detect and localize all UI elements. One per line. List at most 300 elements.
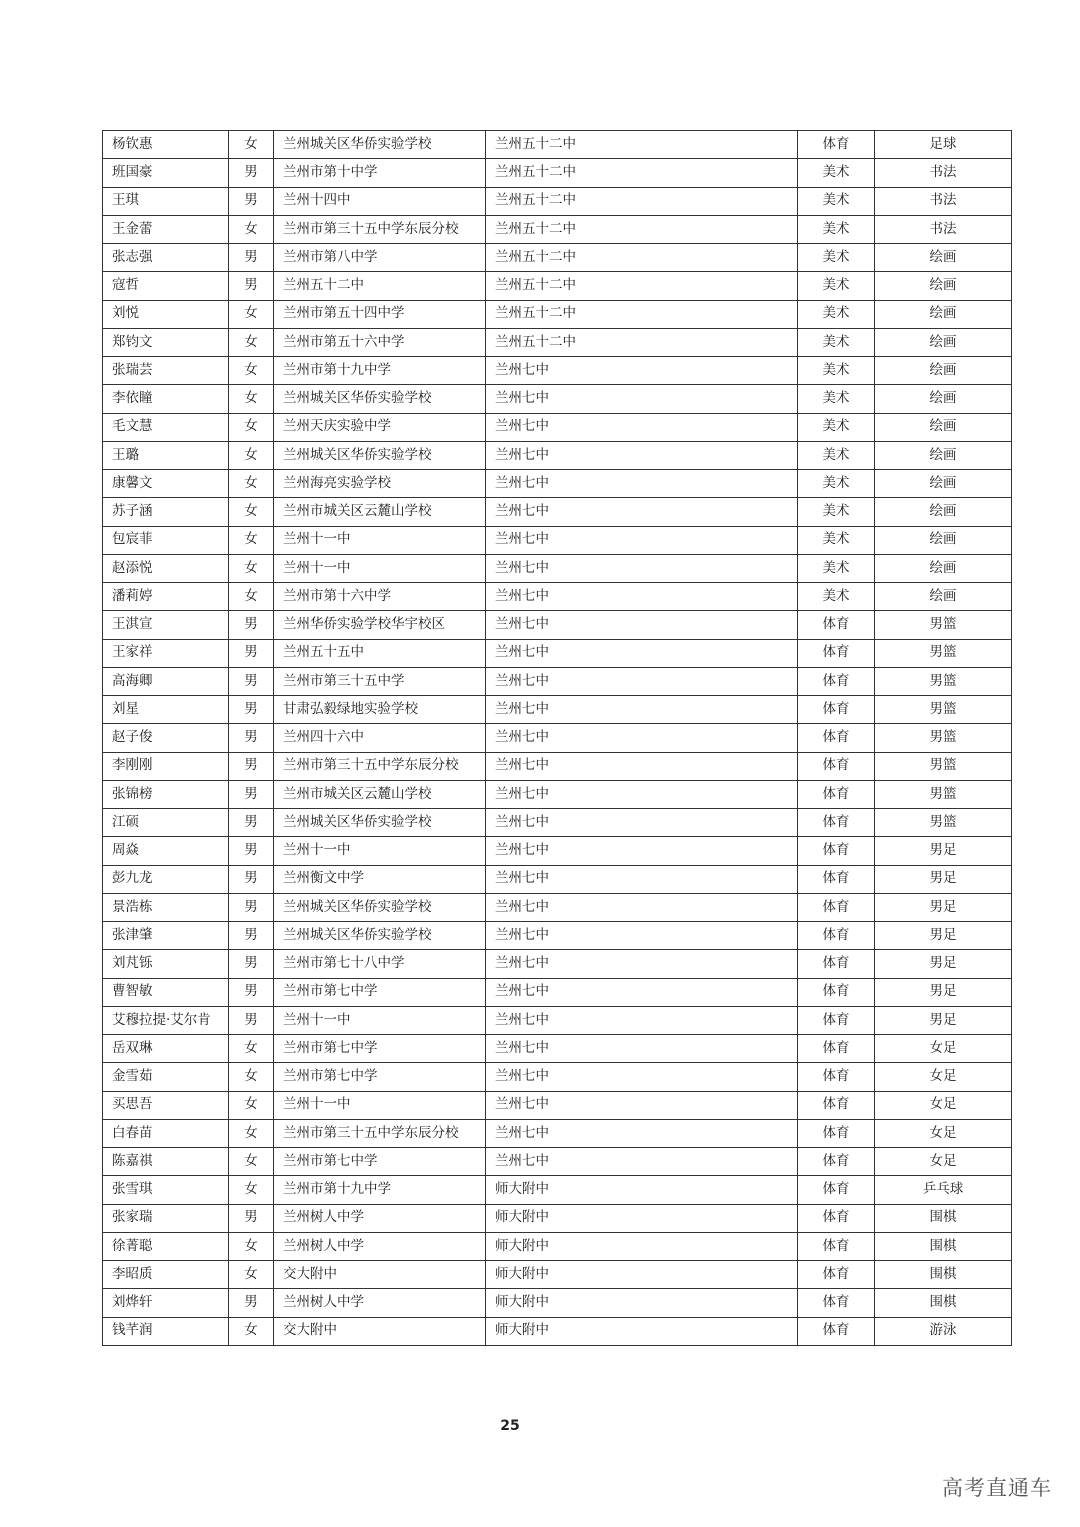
origin-school-cell: 兰州五十二中 <box>274 272 486 300</box>
admitted-school-cell: 兰州七中 <box>486 357 798 385</box>
origin-school-cell: 兰州城关区华侨实验学校 <box>274 131 486 159</box>
gender-cell: 男 <box>229 837 274 865</box>
event-cell: 绘画 <box>875 554 1012 582</box>
event-cell: 绘画 <box>875 583 1012 611</box>
student-name-cell: 张锦榜 <box>103 780 229 808</box>
student-name-cell: 潘莉婷 <box>103 583 229 611</box>
student-name-cell: 刘烨轩 <box>103 1289 229 1317</box>
gender-cell: 女 <box>229 583 274 611</box>
admitted-school-cell: 兰州七中 <box>486 922 798 950</box>
gender-cell: 男 <box>229 978 274 1006</box>
category-cell: 体育 <box>798 1091 875 1119</box>
student-roster-table <box>102 130 1012 1346</box>
category-cell: 美术 <box>798 583 875 611</box>
admitted-school-cell: 师大附中 <box>486 1204 798 1232</box>
roster-body <box>103 131 1012 1346</box>
origin-school-cell: 兰州市第五十六中学 <box>274 328 486 356</box>
category-cell: 美术 <box>798 187 875 215</box>
event-cell: 女足 <box>875 1063 1012 1091</box>
event-cell: 女足 <box>875 1148 1012 1176</box>
gender-cell: 男 <box>229 922 274 950</box>
student-name-cell: 钱芊润 <box>103 1317 229 1345</box>
event-cell: 绘画 <box>875 328 1012 356</box>
gender-cell: 男 <box>229 724 274 752</box>
table-row <box>103 470 1012 498</box>
table-row <box>103 978 1012 1006</box>
gender-cell: 女 <box>229 1063 274 1091</box>
event-cell: 足球 <box>875 131 1012 159</box>
admitted-school-cell: 兰州七中 <box>486 978 798 1006</box>
admitted-school-cell: 兰州七中 <box>486 780 798 808</box>
category-cell: 美术 <box>798 244 875 272</box>
admitted-school-cell: 师大附中 <box>486 1232 798 1260</box>
event-cell: 女足 <box>875 1119 1012 1147</box>
gender-cell: 男 <box>229 187 274 215</box>
event-cell: 男篮 <box>875 611 1012 639</box>
category-cell: 体育 <box>798 1006 875 1034</box>
category-cell: 体育 <box>798 1232 875 1260</box>
origin-school-cell: 兰州市第三十五中学东辰分校 <box>274 1119 486 1147</box>
gender-cell: 女 <box>229 470 274 498</box>
admitted-school-cell: 兰州五十二中 <box>486 131 798 159</box>
table-row <box>103 357 1012 385</box>
origin-school-cell: 兰州城关区华侨实验学校 <box>274 922 486 950</box>
student-name-cell: 张瑞芸 <box>103 357 229 385</box>
event-cell: 书法 <box>875 187 1012 215</box>
student-name-cell: 刘悦 <box>103 300 229 328</box>
event-cell: 女足 <box>875 1035 1012 1063</box>
table-row <box>103 696 1012 724</box>
category-cell: 美术 <box>798 441 875 469</box>
category-cell: 体育 <box>798 1289 875 1317</box>
student-name-cell: 毛文慧 <box>103 413 229 441</box>
student-name-cell: 张津肇 <box>103 922 229 950</box>
gender-cell: 男 <box>229 809 274 837</box>
student-name-cell: 艾穆拉提·艾尔肯 <box>103 1006 229 1034</box>
event-cell: 游泳 <box>875 1317 1012 1345</box>
gender-cell: 女 <box>229 131 274 159</box>
admitted-school-cell: 兰州七中 <box>486 893 798 921</box>
category-cell: 体育 <box>798 978 875 1006</box>
student-name-cell: 王淇宣 <box>103 611 229 639</box>
category-cell: 体育 <box>798 1119 875 1147</box>
origin-school-cell: 兰州天庆实验中学 <box>274 413 486 441</box>
event-cell: 男足 <box>875 865 1012 893</box>
student-name-cell: 江硕 <box>103 809 229 837</box>
event-cell: 男篮 <box>875 639 1012 667</box>
admitted-school-cell: 兰州七中 <box>486 950 798 978</box>
table-row <box>103 922 1012 950</box>
admitted-school-cell: 兰州五十二中 <box>486 328 798 356</box>
admitted-school-cell: 兰州五十二中 <box>486 159 798 187</box>
student-name-cell: 王琪 <box>103 187 229 215</box>
event-cell: 男篮 <box>875 780 1012 808</box>
admitted-school-cell: 兰州七中 <box>486 1148 798 1176</box>
table-row <box>103 837 1012 865</box>
table-row <box>103 724 1012 752</box>
table-row <box>103 187 1012 215</box>
gender-cell: 男 <box>229 639 274 667</box>
student-name-cell: 张家瑞 <box>103 1204 229 1232</box>
origin-school-cell: 兰州市第三十五中学 <box>274 667 486 695</box>
gender-cell: 女 <box>229 1232 274 1260</box>
category-cell: 美术 <box>798 498 875 526</box>
table-row <box>103 272 1012 300</box>
gender-cell: 女 <box>229 413 274 441</box>
student-name-cell: 彭九龙 <box>103 865 229 893</box>
admitted-school-cell: 兰州七中 <box>486 583 798 611</box>
admitted-school-cell: 兰州七中 <box>486 752 798 780</box>
origin-school-cell: 兰州市第七中学 <box>274 1148 486 1176</box>
category-cell: 美术 <box>798 357 875 385</box>
table-row <box>103 583 1012 611</box>
admitted-school-cell: 师大附中 <box>486 1261 798 1289</box>
student-name-cell: 郑钧文 <box>103 328 229 356</box>
table-row <box>103 328 1012 356</box>
table-row <box>103 1063 1012 1091</box>
event-cell: 书法 <box>875 215 1012 243</box>
admitted-school-cell: 兰州七中 <box>486 809 798 837</box>
admitted-school-cell: 师大附中 <box>486 1317 798 1345</box>
category-cell: 体育 <box>798 922 875 950</box>
table-row <box>103 865 1012 893</box>
table-row <box>103 1176 1012 1204</box>
event-cell: 绘画 <box>875 272 1012 300</box>
event-cell: 男足 <box>875 837 1012 865</box>
table-row <box>103 1289 1012 1317</box>
origin-school-cell: 兰州市第七十八中学 <box>274 950 486 978</box>
table-row <box>103 893 1012 921</box>
student-name-cell: 徐菁聪 <box>103 1232 229 1260</box>
table-row <box>103 611 1012 639</box>
event-cell: 绘画 <box>875 498 1012 526</box>
origin-school-cell: 兰州市第七中学 <box>274 1063 486 1091</box>
admitted-school-cell: 兰州五十二中 <box>486 272 798 300</box>
table-row <box>103 1204 1012 1232</box>
table-row <box>103 639 1012 667</box>
gender-cell: 男 <box>229 667 274 695</box>
origin-school-cell: 兰州城关区华侨实验学校 <box>274 441 486 469</box>
category-cell: 体育 <box>798 1063 875 1091</box>
gender-cell: 女 <box>229 441 274 469</box>
origin-school-cell: 兰州市第三十五中学东辰分校 <box>274 215 486 243</box>
gender-cell: 男 <box>229 865 274 893</box>
origin-school-cell: 兰州市第十九中学 <box>274 357 486 385</box>
event-cell: 乒乓球 <box>875 1176 1012 1204</box>
event-cell: 男足 <box>875 893 1012 921</box>
category-cell: 美术 <box>798 159 875 187</box>
admitted-school-cell: 兰州五十二中 <box>486 187 798 215</box>
category-cell: 体育 <box>798 696 875 724</box>
gender-cell: 女 <box>229 1176 274 1204</box>
gender-cell: 男 <box>229 159 274 187</box>
gender-cell: 女 <box>229 526 274 554</box>
student-name-cell: 李刚刚 <box>103 752 229 780</box>
category-cell: 美术 <box>798 385 875 413</box>
origin-school-cell: 兰州城关区华侨实验学校 <box>274 809 486 837</box>
gender-cell: 女 <box>229 357 274 385</box>
gender-cell: 女 <box>229 385 274 413</box>
student-name-cell: 王金蕾 <box>103 215 229 243</box>
student-name-cell: 张志强 <box>103 244 229 272</box>
event-cell: 男篮 <box>875 696 1012 724</box>
admitted-school-cell: 兰州七中 <box>486 441 798 469</box>
event-cell: 男篮 <box>875 724 1012 752</box>
gender-cell: 男 <box>229 696 274 724</box>
event-cell: 女足 <box>875 1091 1012 1119</box>
admitted-school-cell: 兰州七中 <box>486 498 798 526</box>
gender-cell: 男 <box>229 244 274 272</box>
admitted-school-cell: 兰州七中 <box>486 639 798 667</box>
table-row <box>103 752 1012 780</box>
event-cell: 围棋 <box>875 1232 1012 1260</box>
category-cell: 美术 <box>798 470 875 498</box>
category-cell: 体育 <box>798 752 875 780</box>
student-name-cell: 买思吾 <box>103 1091 229 1119</box>
origin-school-cell: 兰州树人中学 <box>274 1232 486 1260</box>
gender-cell: 女 <box>229 1035 274 1063</box>
origin-school-cell: 甘肃弘毅绿地实验学校 <box>274 696 486 724</box>
category-cell: 体育 <box>798 950 875 978</box>
category-cell: 体育 <box>798 1148 875 1176</box>
gender-cell: 男 <box>229 1204 274 1232</box>
category-cell: 体育 <box>798 1317 875 1345</box>
admitted-school-cell: 兰州七中 <box>486 837 798 865</box>
origin-school-cell: 兰州市第十九中学 <box>274 1176 486 1204</box>
event-cell: 绘画 <box>875 385 1012 413</box>
origin-school-cell: 兰州五十五中 <box>274 639 486 667</box>
origin-school-cell: 兰州十一中 <box>274 1091 486 1119</box>
table-row <box>103 300 1012 328</box>
event-cell: 绘画 <box>875 526 1012 554</box>
category-cell: 体育 <box>798 611 875 639</box>
origin-school-cell: 兰州衡文中学 <box>274 865 486 893</box>
origin-school-cell: 兰州市城关区云麓山学校 <box>274 498 486 526</box>
gender-cell: 女 <box>229 1148 274 1176</box>
table-row <box>103 1148 1012 1176</box>
student-name-cell: 刘星 <box>103 696 229 724</box>
gender-cell: 男 <box>229 780 274 808</box>
origin-school-cell: 兰州市第七中学 <box>274 1035 486 1063</box>
event-cell: 围棋 <box>875 1261 1012 1289</box>
event-cell: 绘画 <box>875 300 1012 328</box>
event-cell: 男足 <box>875 922 1012 950</box>
admitted-school-cell: 兰州五十二中 <box>486 244 798 272</box>
admitted-school-cell: 师大附中 <box>486 1176 798 1204</box>
student-name-cell: 赵添悦 <box>103 554 229 582</box>
gender-cell: 男 <box>229 1289 274 1317</box>
origin-school-cell: 兰州十一中 <box>274 554 486 582</box>
student-name-cell: 寇哲 <box>103 272 229 300</box>
student-name-cell: 曹智敏 <box>103 978 229 1006</box>
origin-school-cell: 兰州市第十中学 <box>274 159 486 187</box>
watermark-text: 高考直通车 <box>942 1476 1052 1500</box>
gender-cell: 女 <box>229 1261 274 1289</box>
event-cell: 书法 <box>875 159 1012 187</box>
origin-school-cell: 兰州十一中 <box>274 1006 486 1034</box>
admitted-school-cell: 兰州七中 <box>486 470 798 498</box>
category-cell: 体育 <box>798 724 875 752</box>
origin-school-cell: 兰州华侨实验学校华宇校区 <box>274 611 486 639</box>
event-cell: 绘画 <box>875 357 1012 385</box>
event-cell: 围棋 <box>875 1289 1012 1317</box>
category-cell: 体育 <box>798 639 875 667</box>
event-cell: 绘画 <box>875 470 1012 498</box>
gender-cell: 男 <box>229 1006 274 1034</box>
admitted-school-cell: 师大附中 <box>486 1289 798 1317</box>
event-cell: 男篮 <box>875 809 1012 837</box>
event-cell: 男足 <box>875 950 1012 978</box>
category-cell: 美术 <box>798 413 875 441</box>
origin-school-cell: 兰州十一中 <box>274 526 486 554</box>
table-row <box>103 1261 1012 1289</box>
admitted-school-cell: 兰州七中 <box>486 865 798 893</box>
student-name-cell: 王家祥 <box>103 639 229 667</box>
admitted-school-cell: 兰州七中 <box>486 1006 798 1034</box>
table-row <box>103 1119 1012 1147</box>
gender-cell: 女 <box>229 1317 274 1345</box>
table-row <box>103 1006 1012 1034</box>
student-name-cell: 苏子涵 <box>103 498 229 526</box>
student-name-cell: 班国豪 <box>103 159 229 187</box>
student-name-cell: 杨钦惠 <box>103 131 229 159</box>
admitted-school-cell: 兰州七中 <box>486 526 798 554</box>
origin-school-cell: 兰州四十六中 <box>274 724 486 752</box>
event-cell: 男足 <box>875 978 1012 1006</box>
gender-cell: 男 <box>229 752 274 780</box>
admitted-school-cell: 兰州五十二中 <box>486 300 798 328</box>
category-cell: 体育 <box>798 837 875 865</box>
admitted-school-cell: 兰州七中 <box>486 611 798 639</box>
category-cell: 美术 <box>798 215 875 243</box>
table-row <box>103 667 1012 695</box>
category-cell: 体育 <box>798 1261 875 1289</box>
student-name-cell: 岳双琳 <box>103 1035 229 1063</box>
event-cell: 绘画 <box>875 441 1012 469</box>
student-name-cell: 高海卿 <box>103 667 229 695</box>
origin-school-cell: 兰州城关区华侨实验学校 <box>274 385 486 413</box>
category-cell: 体育 <box>798 131 875 159</box>
origin-school-cell: 交大附中 <box>274 1317 486 1345</box>
gender-cell: 男 <box>229 893 274 921</box>
event-cell: 绘画 <box>875 413 1012 441</box>
origin-school-cell: 兰州市第十六中学 <box>274 583 486 611</box>
origin-school-cell: 兰州市第七中学 <box>274 978 486 1006</box>
student-name-cell: 李依瞳 <box>103 385 229 413</box>
table-row <box>103 244 1012 272</box>
admitted-school-cell: 兰州七中 <box>486 667 798 695</box>
student-name-cell: 景浩栋 <box>103 893 229 921</box>
category-cell: 体育 <box>798 1035 875 1063</box>
category-cell: 体育 <box>798 780 875 808</box>
origin-school-cell: 兰州十四中 <box>274 187 486 215</box>
student-name-cell: 陈嘉祺 <box>103 1148 229 1176</box>
table-row <box>103 159 1012 187</box>
gender-cell: 男 <box>229 272 274 300</box>
origin-school-cell: 兰州城关区华侨实验学校 <box>274 893 486 921</box>
table-row <box>103 385 1012 413</box>
table-row <box>103 1232 1012 1260</box>
table-row <box>103 215 1012 243</box>
admitted-school-cell: 兰州七中 <box>486 1091 798 1119</box>
gender-cell: 男 <box>229 950 274 978</box>
admitted-school-cell: 兰州七中 <box>486 1063 798 1091</box>
table-row <box>103 526 1012 554</box>
table-row <box>103 498 1012 526</box>
admitted-school-cell: 兰州七中 <box>486 724 798 752</box>
category-cell: 体育 <box>798 809 875 837</box>
gender-cell: 女 <box>229 300 274 328</box>
category-cell: 美术 <box>798 300 875 328</box>
table-row <box>103 950 1012 978</box>
gender-cell: 男 <box>229 611 274 639</box>
table-row <box>103 131 1012 159</box>
admitted-school-cell: 兰州七中 <box>486 1035 798 1063</box>
student-name-cell: 康馨文 <box>103 470 229 498</box>
event-cell: 围棋 <box>875 1204 1012 1232</box>
event-cell: 绘画 <box>875 244 1012 272</box>
table-row <box>103 554 1012 582</box>
admitted-school-cell: 兰州七中 <box>486 1119 798 1147</box>
student-name-cell: 王璐 <box>103 441 229 469</box>
admitted-school-cell: 兰州七中 <box>486 413 798 441</box>
category-cell: 体育 <box>798 1204 875 1232</box>
table-row <box>103 809 1012 837</box>
event-cell: 男篮 <box>875 667 1012 695</box>
student-name-cell: 包宸菲 <box>103 526 229 554</box>
student-name-cell: 金雪茹 <box>103 1063 229 1091</box>
event-cell: 男足 <box>875 1006 1012 1034</box>
origin-school-cell: 交大附中 <box>274 1261 486 1289</box>
origin-school-cell: 兰州十一中 <box>274 837 486 865</box>
gender-cell: 女 <box>229 215 274 243</box>
table-row <box>103 441 1012 469</box>
origin-school-cell: 兰州市第八中学 <box>274 244 486 272</box>
student-name-cell: 张雪琪 <box>103 1176 229 1204</box>
event-cell: 男篮 <box>875 752 1012 780</box>
category-cell: 美术 <box>798 328 875 356</box>
category-cell: 体育 <box>798 865 875 893</box>
table-row <box>103 1091 1012 1119</box>
category-cell: 美术 <box>798 272 875 300</box>
student-name-cell: 刘芃铄 <box>103 950 229 978</box>
admitted-school-cell: 兰州七中 <box>486 554 798 582</box>
admitted-school-cell: 兰州七中 <box>486 696 798 724</box>
table-row <box>103 413 1012 441</box>
origin-school-cell: 兰州树人中学 <box>274 1289 486 1317</box>
category-cell: 体育 <box>798 1176 875 1204</box>
admitted-school-cell: 兰州五十二中 <box>486 215 798 243</box>
category-cell: 体育 <box>798 893 875 921</box>
roster-table-container <box>102 130 1011 1346</box>
admitted-school-cell: 兰州七中 <box>486 385 798 413</box>
category-cell: 体育 <box>798 667 875 695</box>
gender-cell: 女 <box>229 1119 274 1147</box>
origin-school-cell: 兰州市第三十五中学东辰分校 <box>274 752 486 780</box>
gender-cell: 女 <box>229 554 274 582</box>
table-row <box>103 780 1012 808</box>
category-cell: 美术 <box>798 526 875 554</box>
origin-school-cell: 兰州市第五十四中学 <box>274 300 486 328</box>
table-row <box>103 1035 1012 1063</box>
student-name-cell: 白春苗 <box>103 1119 229 1147</box>
table-row <box>103 1317 1012 1345</box>
gender-cell: 女 <box>229 498 274 526</box>
student-name-cell: 赵子俊 <box>103 724 229 752</box>
page-number: 25 <box>500 1418 520 1434</box>
student-name-cell: 周焱 <box>103 837 229 865</box>
gender-cell: 女 <box>229 1091 274 1119</box>
